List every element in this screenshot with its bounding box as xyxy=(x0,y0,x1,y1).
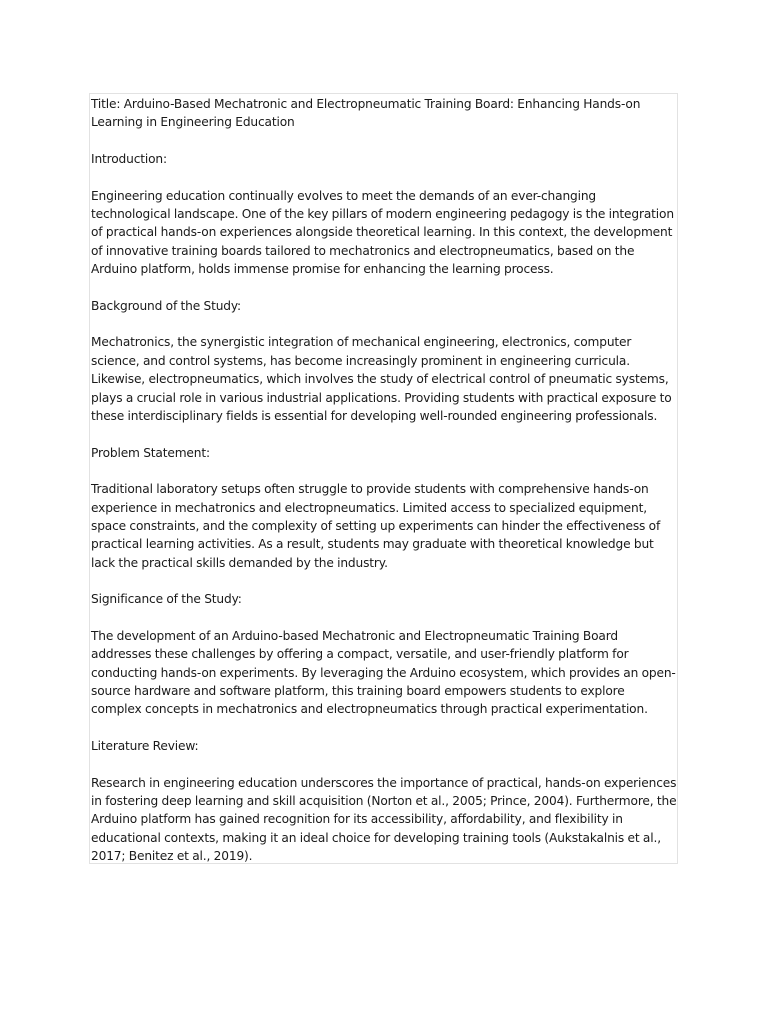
spacer xyxy=(91,462,677,480)
section-heading-significance: Significance of the Study: xyxy=(91,592,242,607)
spacer xyxy=(91,755,677,773)
spacer xyxy=(91,315,677,333)
section-heading-literature-review: Literature Review: xyxy=(91,739,199,754)
section-body-literature-review: Research in engineering education underscores the importance of practical, hands-on experiences in fostering deep learning and skill acquisition (Norton et al., 2005; Prince, 2004). Furthermore, the Arduino platform has gained recognition for its accessibility, affordability, and flexibility in educational contexts, making it an ideal choice for developing training tools (Aukstakalnis et al., 2017; Benitez et al., 2019). xyxy=(91,775,677,864)
spacer xyxy=(91,609,677,627)
section-body-significance: The development of an Arduino-based Mechatronic and Electropneumatic Training Board addresses these challenges by offering a compact, versatile, and user-friendly platform for conducting hands-on experiments. By leveraging the Arduino ecosystem, which provides an open-source hardware and software platform, this training board empowers students to explore complex concepts in mechatronics and electropneumatics through practical experimentation. xyxy=(91,628,676,717)
section-body-problem-statement: Traditional laboratory setups often struggle to provide students with comprehensive hands-on experience in mechatronics and electropneumatics. Limited access to specialized equipment, space constraints, and the complexity of setting up experiments can hinder the effectiveness of practical learning activities. As a result, students may graduate with theoretical knowledge but lack the practical skills demanded by the industry. xyxy=(91,482,661,570)
section-heading-introduction: Introduction: xyxy=(91,152,167,167)
section-body-introduction: Engineering education continually evolves to meet the demands of an ever-changing technological landscape. One of the key pillars of modern engineering pedagogy is the integration of practical hands-on experiences alongside theoretical learning. In this context, the development of innovative training boards tailored to mechatronics and electropneumatics, based on the Arduino platform, holds immense promise for enhancing the learning process. xyxy=(91,188,674,277)
spacer xyxy=(91,132,677,150)
section-heading-problem-statement: Problem Statement: xyxy=(91,445,210,460)
document-page xyxy=(89,93,678,864)
spacer xyxy=(91,425,677,443)
spacer xyxy=(91,572,677,590)
spacer xyxy=(91,719,677,737)
spacer xyxy=(91,168,677,186)
document-title: Title: Arduino-Based Mechatronic and Electropneumatic Training Board: Enhancing Hands-on Learning in Engineering Education xyxy=(91,97,641,130)
section-heading-background: Background of the Study: xyxy=(91,298,241,313)
section-body-background: Mechatronics, the synergistic integration of mechanical engineering, electronics, computer science, and control systems, has become increasingly prominent in engineering curricula. Likewise, electropneumatics, which involves the study of electrical control of pneumatic systems, plays a crucial role in various industrial applications. Providing students with practical exposure to these interdisciplinary fields is essential for developing well-rounded engineering professionals. xyxy=(91,335,672,423)
spacer xyxy=(91,278,677,296)
